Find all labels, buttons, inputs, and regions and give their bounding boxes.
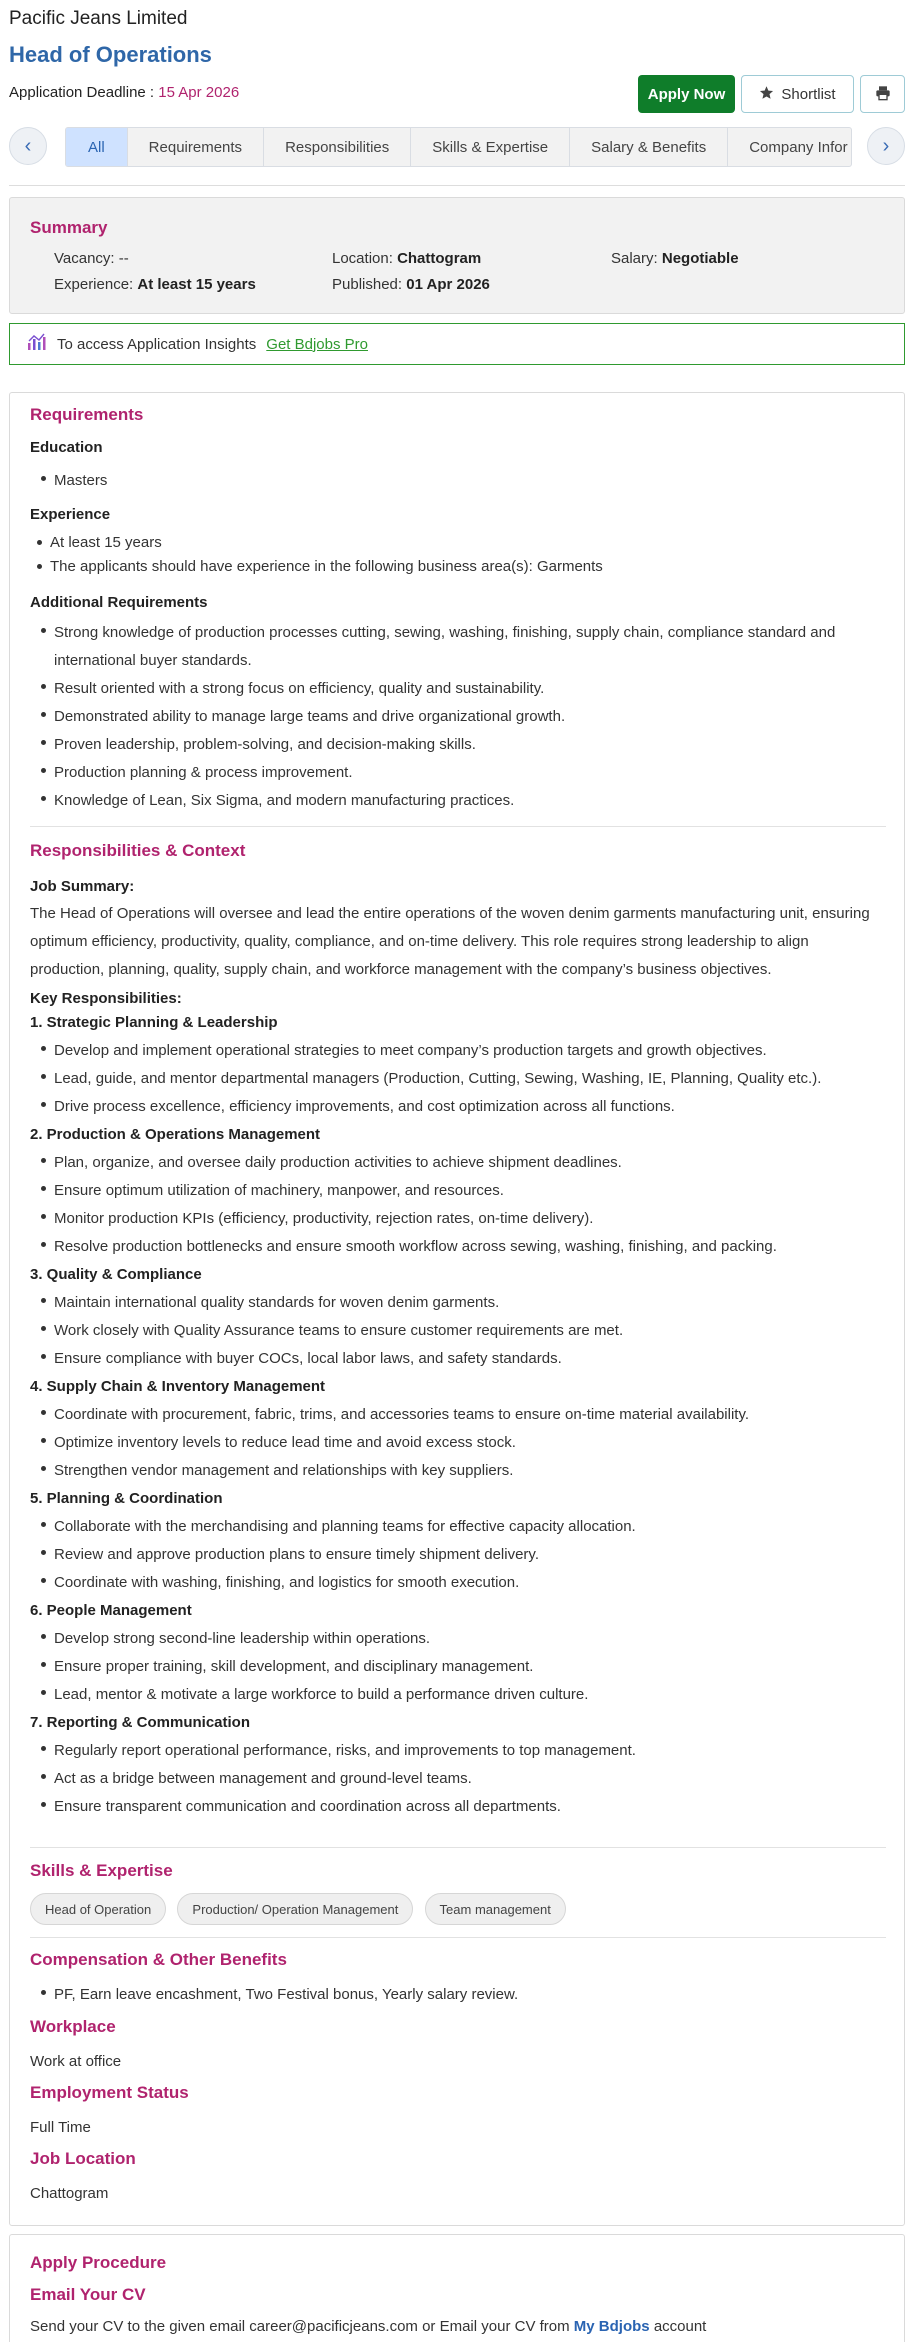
group-heading: 1. Strategic Planning & Leadership: [30, 1014, 278, 1031]
group-list: [30, 1037, 900, 1121]
skill-chip[interactable]: Team management: [425, 1893, 566, 1925]
requirements-title: Requirements: [30, 405, 144, 424]
get-bdjobs-pro-link[interactable]: Get Bdjobs Pro: [266, 335, 368, 353]
summary-experience: [54, 276, 256, 293]
employment-status-value: Full Time: [30, 2119, 91, 2136]
summary-salary: [611, 250, 739, 267]
group-list: [30, 1737, 900, 1821]
education-label: Education: [30, 439, 103, 456]
section-divider: [30, 1847, 886, 1848]
employment-status-title: Employment Status: [30, 2083, 189, 2102]
compensation-title: Compensation & Other Benefits: [30, 1950, 287, 1969]
section-divider: [30, 826, 886, 827]
workplace-title: Workplace: [30, 2017, 116, 2036]
list-item: Collaborate with the merchandising and planning teams for effective capacity allocation.: [54, 1513, 900, 1541]
list-item: Monitor production KPIs (efficiency, productivity, rejection rates, on-time delivery).: [54, 1205, 900, 1233]
apply-procedure-panel: [9, 2234, 905, 2342]
application-deadline: [9, 84, 239, 101]
list-item: Optimize inventory levels to reduce lead time and avoid excess stock.: [54, 1429, 900, 1457]
print-button[interactable]: [860, 75, 905, 113]
tab-requirements[interactable]: Requirements: [128, 128, 264, 166]
group-heading: 5. Planning & Coordination: [30, 1490, 223, 1507]
experience-label: Experience: [30, 506, 111, 523]
list-item: At least 15 years: [50, 531, 603, 555]
job-location-value: Chattogram: [30, 2185, 109, 2202]
section-tabs: [65, 127, 852, 167]
email-cv-title: Email Your CV: [30, 2285, 146, 2304]
chart-icon: [27, 333, 47, 355]
summary-title: Summary: [30, 218, 108, 237]
tab-skills[interactable]: Skills & Expertise: [411, 128, 570, 166]
summary-published: [332, 276, 490, 293]
section-tabbar: [9, 125, 905, 171]
additional-requirements-label: Additional Requirements: [30, 594, 208, 611]
group-list: [30, 1513, 900, 1597]
list-item: Regularly report operational performance, risks, and improvements to top management.: [54, 1737, 900, 1765]
responsibilities-title: Responsibilities & Context: [30, 841, 246, 860]
divider: [9, 185, 905, 186]
job-location-title: Job Location: [30, 2149, 136, 2168]
list-item: Coordinate with washing, finishing, and logistics for smooth execution.: [54, 1569, 900, 1597]
group-heading: 3. Quality & Compliance: [30, 1266, 202, 1283]
list-item: Knowledge of Lean, Six Sigma, and modern manufacturing practices.: [54, 787, 835, 815]
experience-list: [50, 531, 603, 579]
location-label: Location:: [332, 250, 393, 267]
deadline-date: 15 Apr 2026: [158, 84, 240, 101]
group-heading: 7. Reporting & Communication: [30, 1714, 251, 1731]
star-icon: [759, 85, 774, 104]
list-item: Plan, organize, and oversee daily production activities to achieve shipment deadlines.: [54, 1149, 900, 1177]
skills-chips: [30, 1893, 573, 1925]
skill-chip[interactable]: Production/ Operation Management: [177, 1893, 413, 1925]
group-list: [30, 1401, 900, 1485]
vacancy-value: --: [118, 250, 129, 267]
workplace-value: Work at office: [30, 2053, 122, 2070]
additional-requirements-list: [54, 619, 835, 815]
apply-text-end: account: [653, 2318, 707, 2335]
group-list: [30, 1149, 900, 1261]
list-item: Develop strong second-line leadership within operations.: [54, 1625, 900, 1653]
group-heading: 6. People Management: [30, 1602, 192, 1619]
published-value: 01 Apr 2026: [406, 276, 490, 293]
job-summary-text: [30, 900, 900, 984]
list-item: Masters: [54, 467, 107, 495]
apply-now-button[interactable]: Apply Now: [638, 75, 735, 113]
list-item: Develop and implement operational strategies to meet company’s production targets and growth objectives.: [54, 1037, 900, 1065]
summary-panel: [9, 197, 905, 314]
apply-text: Send your CV to the given email career@pacificjeans.com or Email your CV from: [30, 2318, 570, 2335]
tab-salary[interactable]: Salary & Benefits: [570, 128, 728, 166]
list-item: Review and approve production plans to ensure timely shipment delivery.: [54, 1541, 900, 1569]
chevron-left-icon: ‹: [24, 134, 32, 157]
insights-text: To access Application Insights: [57, 335, 257, 353]
chevron-right-icon: ›: [882, 134, 890, 157]
section-divider: [30, 1937, 886, 1938]
group-list: [30, 1625, 900, 1709]
apply-instructions: [30, 2313, 706, 2341]
list-item: Act as a bridge between management and ground-level teams.: [54, 1765, 900, 1793]
summary-line: optimum efficiency, productivity, quality, compliance, and on-time delivery. This role requires strong leadership to align: [30, 933, 809, 950]
group-list: [30, 1289, 900, 1373]
list-item: Proven leadership, problem-solving, and decision-making skills.: [54, 731, 835, 759]
list-item: Work closely with Quality Assurance teams to ensure customer requirements are met.: [54, 1317, 900, 1345]
shortlist-label: Shortlist: [781, 85, 836, 103]
tabs-scroll-right-button[interactable]: [867, 127, 905, 165]
tab-responsibilities[interactable]: Responsibilities: [264, 128, 411, 166]
job-title: Head of Operations: [9, 42, 212, 67]
list-item: Maintain international quality standards for woven denim garments.: [54, 1289, 900, 1317]
skills-title: Skills & Expertise: [30, 1861, 173, 1880]
my-bdjobs-link[interactable]: My Bdjobs: [573, 2318, 650, 2335]
list-item: Ensure proper training, skill development, and disciplinary management.: [54, 1653, 900, 1681]
responsibility-groups: [30, 1009, 900, 1821]
list-item: Lead, guide, and mentor departmental managers (Production, Cutting, Sewing, Washing, IE, Planning, Quality etc.).: [54, 1065, 900, 1093]
list-item: Ensure compliance with buyer COCs, local labor laws, and safety standards.: [54, 1345, 900, 1373]
experience-value: At least 15 years: [137, 276, 256, 293]
vacancy-label: Vacancy:: [54, 250, 115, 267]
deadline-label: Application Deadline :: [9, 84, 155, 101]
experience-label: Experience:: [54, 276, 134, 293]
salary-value: Negotiable: [661, 250, 739, 267]
tab-company-info[interactable]: Company Infor: [728, 128, 852, 166]
list-item: Result oriented with a strong focus on efficiency, quality and sustainability.: [54, 675, 835, 703]
compensation-list: [54, 1981, 518, 2009]
summary-location: [332, 250, 481, 267]
list-item-continuation: international buyer standards.: [54, 652, 252, 669]
list-item: Resolve production bottlenecks and ensure smooth workflow across sewing, washing, finishing, and packing.: [54, 1233, 900, 1261]
skill-chip[interactable]: Head of Operation: [30, 1893, 166, 1925]
printer-icon: [875, 85, 891, 104]
published-label: Published:: [332, 276, 403, 293]
salary-label: Salary:: [611, 250, 658, 267]
group-heading: 4. Supply Chain & Inventory Management: [30, 1378, 326, 1395]
tab-all[interactable]: All: [66, 128, 128, 166]
summary-line: production, planning, quality, supply chain, and workforce management with the company’s business objectives.: [30, 961, 772, 978]
list-item: Lead, mentor & motivate a large workforce to build a performance driven culture.: [54, 1681, 900, 1709]
list-item: Ensure optimum utilization of machinery, manpower, and resources.: [54, 1177, 900, 1205]
group-heading: 2. Production & Operations Management: [30, 1126, 321, 1143]
apply-procedure-title: Apply Procedure: [30, 2253, 167, 2272]
job-summary-label: Job Summary:: [30, 878, 135, 895]
job-details-panel: [9, 392, 905, 2226]
list-item: Production planning & process improvement.: [54, 759, 835, 787]
list-item: Strong knowledge of production processes cutting, sewing, washing, finishing, supply chain, compliance standard and: [54, 619, 835, 647]
list-item: PF, Earn leave encashment, Two Festival bonus, Yearly salary review.: [54, 1981, 518, 2009]
list-item: Ensure transparent communication and coordination across all departments.: [54, 1793, 900, 1821]
company-name[interactable]: Pacific Jeans Limited: [9, 8, 188, 29]
tabs-scroll-left-button[interactable]: [9, 127, 47, 165]
education-list: [54, 467, 107, 495]
list-item: The applicants should have experience in the following business area(s): Garments: [50, 555, 603, 579]
list-item: Drive process excellence, efficiency improvements, and cost optimization across all functions.: [54, 1093, 900, 1121]
list-item: Coordinate with procurement, fabric, trims, and accessories teams to ensure on-time material availability.: [54, 1401, 900, 1429]
summary-vacancy: [54, 250, 129, 267]
key-responsibilities-label: Key Responsibilities:: [30, 990, 182, 1007]
shortlist-button[interactable]: [741, 75, 854, 113]
list-item: Strengthen vendor management and relationships with key suppliers.: [54, 1457, 900, 1485]
list-item: Demonstrated ability to manage large teams and drive organizational growth.: [54, 703, 835, 731]
summary-line: The Head of Operations will oversee and lead the entire operations of the woven denim garments manufacturing unit, ensuring: [30, 905, 870, 922]
application-insights-banner: [9, 323, 905, 365]
location-value: Chattogram: [397, 250, 482, 267]
